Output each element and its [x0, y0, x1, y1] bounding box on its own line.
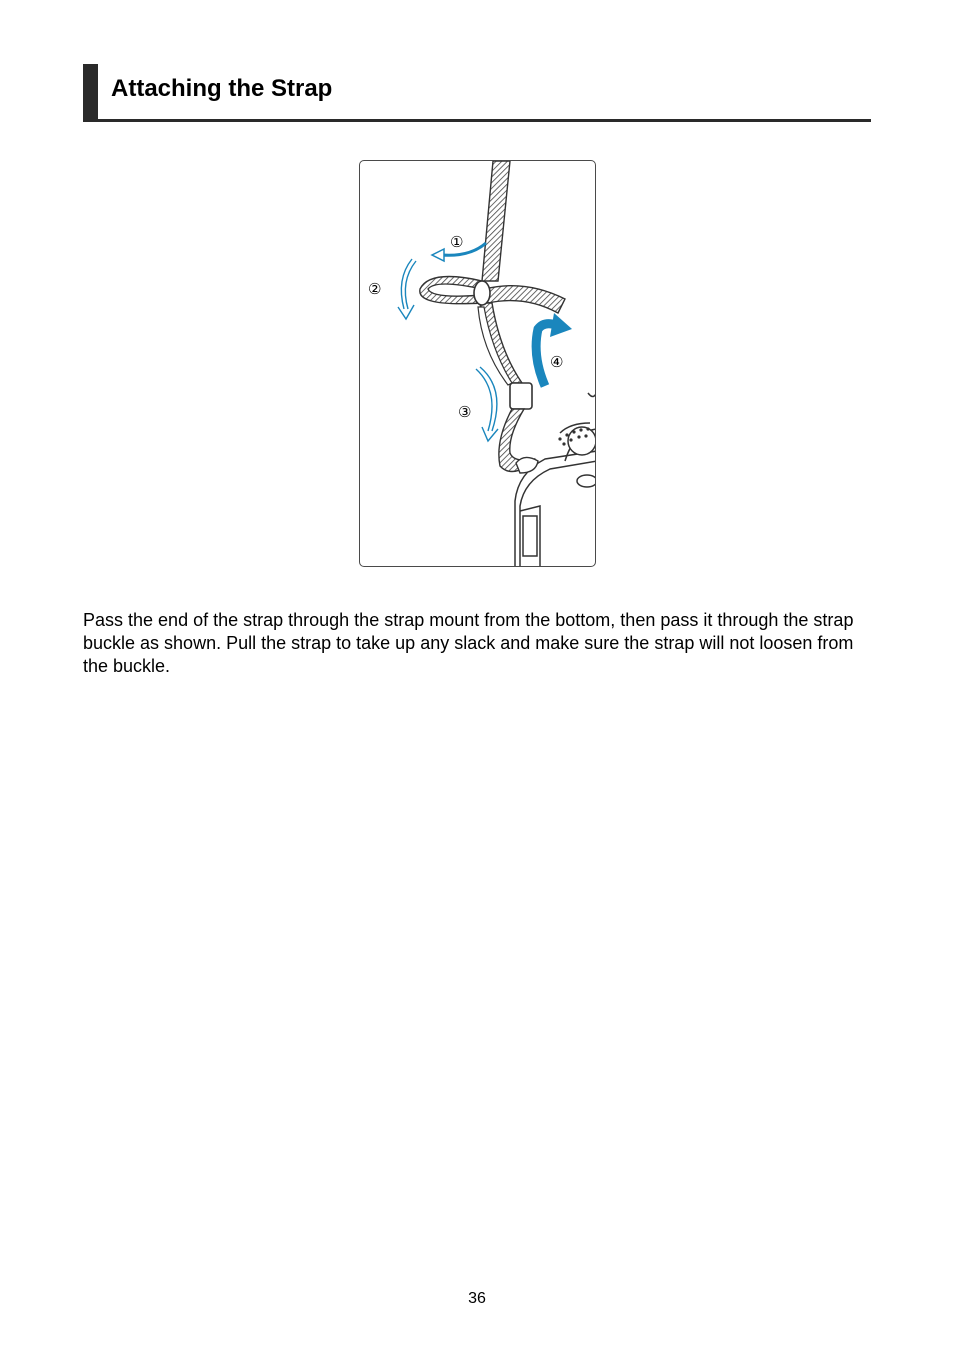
strap-illustration — [359, 160, 596, 567]
instruction-paragraph: Pass the end of the strap through the strap mount from the bottom, then pass it through the strap buckle as shown. Pull the strap to take up any slack and make sure the strap will not loosen from the buckle. — [83, 610, 854, 676]
strap-end-segment — [485, 286, 565, 313]
strap-diagram — [360, 161, 596, 567]
step-label-3: ③ — [458, 403, 472, 421]
strap-buckle — [510, 383, 532, 409]
strap-mount-ring — [516, 457, 538, 473]
page-number: 36 — [468, 1290, 486, 1307]
strap-knot — [474, 281, 490, 305]
step-label-4: ④ — [550, 353, 564, 371]
arrow-step-3 — [476, 367, 498, 441]
strap-left-loop — [420, 277, 482, 304]
strap-top-segment — [482, 161, 510, 281]
step-label-2: ② — [368, 280, 382, 298]
arrow-step-4 — [536, 313, 572, 386]
camera-body — [515, 391, 596, 567]
page-title: Attaching the Strap — [111, 75, 333, 102]
step-label-1: ① — [450, 233, 464, 251]
section-heading — [83, 64, 871, 122]
heading-bar — [83, 64, 98, 121]
arrow-step-2 — [398, 259, 416, 319]
